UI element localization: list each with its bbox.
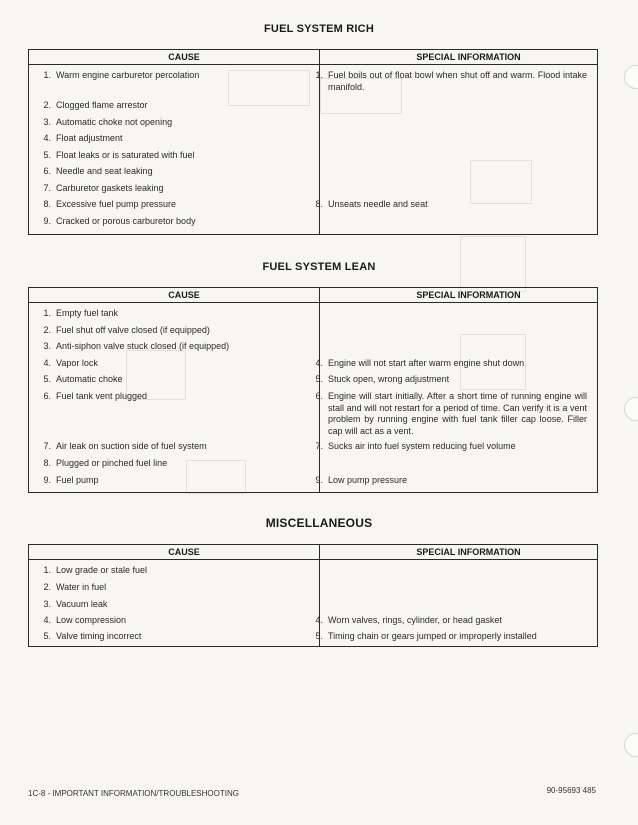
list-item: 7. Air leak on suction side of fuel system <box>43 441 207 451</box>
list-item: 4. Vapor lock <box>43 358 98 368</box>
info-item: 5. Timing chain or gears jumped or improperly installed <box>315 631 537 641</box>
list-item: 4. Low compression <box>43 615 127 625</box>
list-item: 1. Low grade or stale fuel <box>43 565 148 575</box>
info-item: 5. Stuck open, wrong adjustment <box>315 374 450 384</box>
list-item: 3. Anti-siphon valve stuck closed (if equipped) <box>43 341 230 351</box>
footer-section-label: 1C-8 - IMPORTANT INFORMATION/TROUBLESHOOTING <box>28 789 239 798</box>
list-item: 8. Plugged or pinched fuel line <box>43 458 168 468</box>
list-item: 8. Excessive fuel pump pressure <box>43 199 177 209</box>
special-info-header: SPECIAL INFORMATION <box>416 290 521 300</box>
info-item: 1. Fuel boils out of float bowl when shut off and warm. Flood intake manifold. <box>315 70 587 92</box>
cause-header: CAUSE <box>168 52 200 62</box>
list-item: 5. Automatic choke <box>43 374 123 384</box>
footer-part-number: 90-95693 485 <box>546 786 596 795</box>
info-item: 7. Sucks air into fuel system reducing fuel volume <box>315 441 516 451</box>
info-item: 9. Low pump pressure <box>315 475 408 485</box>
table-fuel-rich <box>28 49 598 235</box>
info-item: 4. Worn valves, rings, cylinder, or head gasket <box>315 615 502 625</box>
punch-hole <box>624 733 638 757</box>
section-title-misc: MISCELLANEOUS <box>265 516 373 530</box>
list-item: 1. Warm engine carburetor percolation <box>43 70 200 80</box>
list-item: 7. Carburetor gaskets leaking <box>43 183 164 193</box>
table-header <box>29 288 597 303</box>
special-info-header: SPECIAL INFORMATION <box>416 52 521 62</box>
list-item: 6. Needle and seat leaking <box>43 166 153 176</box>
section-title-lean: FUEL SYSTEM LEAN <box>262 261 376 273</box>
list-item: 3. Vacuum leak <box>43 599 108 609</box>
info-item: 8. Unseats needle and seat <box>315 199 428 209</box>
list-item: 6. Fuel tank vent plugged <box>43 391 148 401</box>
section-title-rich: FUEL SYSTEM RICH <box>264 23 374 35</box>
info-item: 4. Engine will not start after warm engine shut down <box>315 358 525 368</box>
table-miscellaneous <box>28 544 598 647</box>
list-item: 5. Float leaks or is saturated with fuel <box>43 150 195 160</box>
list-item: 9. Fuel pump <box>43 475 99 485</box>
list-item: 1. Empty fuel tank <box>43 308 119 318</box>
cause-header: CAUSE <box>168 547 200 557</box>
list-item: 2. Water in fuel <box>43 582 107 592</box>
table-header <box>29 50 597 65</box>
list-item: 9. Cracked or porous carburetor body <box>43 216 196 226</box>
punch-hole <box>624 65 638 89</box>
column-divider <box>319 288 320 492</box>
special-info-header: SPECIAL INFORMATION <box>416 547 521 557</box>
list-item: 2. Clogged flame arrestor <box>43 100 148 110</box>
list-item: 5. Valve timing incorrect <box>43 631 142 641</box>
table-fuel-lean <box>28 287 598 493</box>
info-item: 6. Engine will start initially. After a short time of running engine will stall and will not restart for a period of time. Can verify it is a vent problem by running engine with fuel tank filler cap loose. Filler cap will act as a vent. <box>315 391 587 436</box>
table-header <box>29 545 597 560</box>
list-item: 3. Automatic choke not opening <box>43 117 173 127</box>
cause-header: CAUSE <box>168 290 200 300</box>
list-item: 4. Float adjustment <box>43 133 123 143</box>
list-item: 2. Fuel shut off valve closed (if equipped) <box>43 325 210 335</box>
punch-hole <box>624 397 638 421</box>
